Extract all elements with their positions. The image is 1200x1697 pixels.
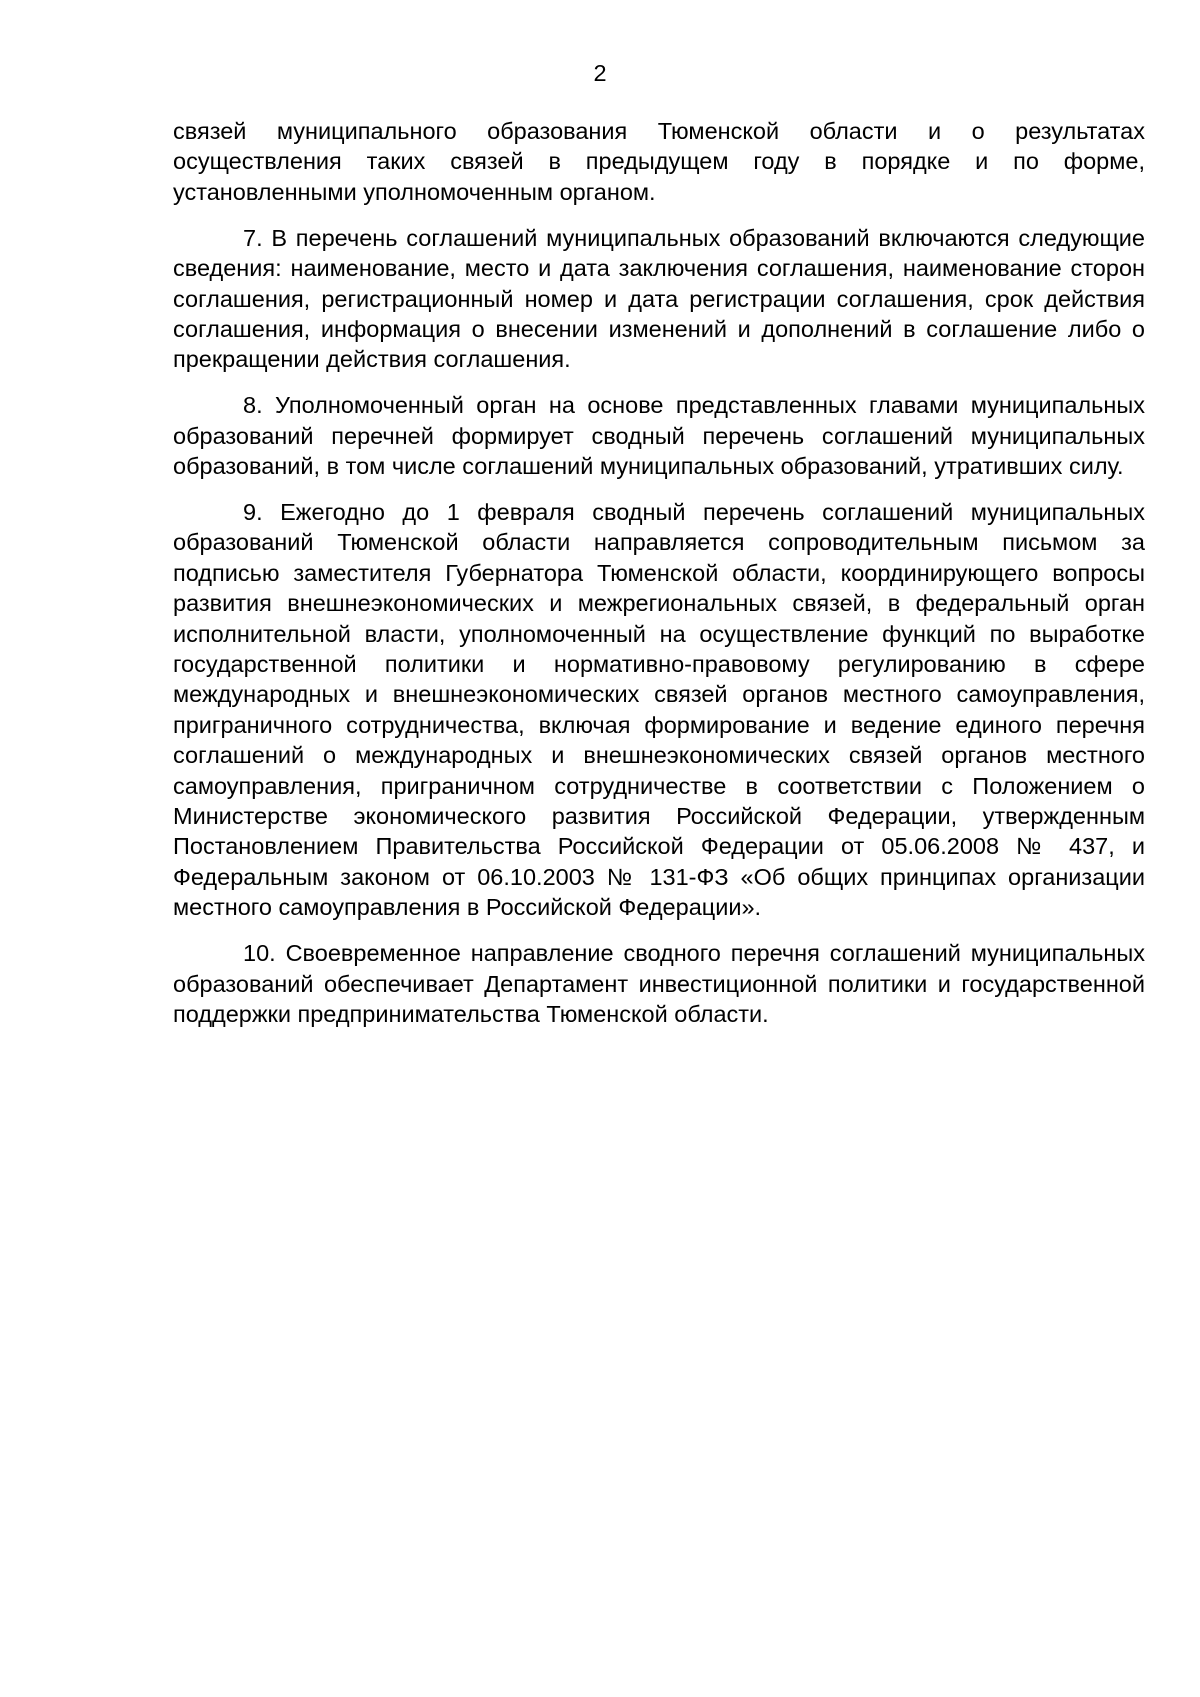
paragraph-item-8: 8. Уполномоченный орган на основе представленных главами муниципальных образований перечней формирует сводный перечень соглашений муниципальных образований, в том числе соглашений муниципальных образований, утративших силу. xyxy=(173,392,1145,480)
paragraph-item-9: 9. Ежегодно до 1 февраля сводный перечень соглашений муниципальных образований Тюменской области направляется сопроводительным письмом за подписью заместителя Губернатора Тюменской области, координирующего вопросы развития внешнеэкономических и межрегиональных связей, в федеральный орган исполнительной власти, уполномоченный на осуществление функций по выработке государственной политики и нормативно-правовому регулированию в сфере международных и внешнеэкономических связей органов местного самоуправления, приграничного сотрудничества, включая формирование и ведение единого перечня соглашений о международных и внешнеэкономических связей органов местного самоуправления, приграничном сотрудничестве в соответствии с Положением о Министерстве экономического развития Российской Федерации, утвержденным Постановлением Правительства Российской Федерации от 05.06.2008 № 437, и Федеральным законом от 06.10.2003 № 131-ФЗ «Об общих принципах организации местного самоуправления в Российской Федерации». xyxy=(173,498,1145,921)
paragraph-item-10: 10. Своевременное направление сводного перечня соглашений муниципальных образований обеспечивает Департамент инвестиционной политики и государственной поддержки предпринимательства Тюменской области. xyxy=(173,940,1145,1027)
page-number: 2 xyxy=(593,60,607,86)
document-body xyxy=(173,116,1145,1045)
paragraph-continuation: связей муниципального образования Тюменской области и о результатах осуществления таких связей в предыдущем году в порядке и по форме, установленными уполномоченным органом. xyxy=(173,118,1145,205)
paragraph-item-7: 7. В перечень соглашений муниципальных образований включаются следующие сведения: наименование, место и дата заключения соглашения, наименование сторон соглашения, регистрационный номер и дата регистрации соглашения, срок действия соглашения, информация о внесении изменений и дополнений в соглашение либо о прекращении действия соглашения. xyxy=(173,224,1145,373)
